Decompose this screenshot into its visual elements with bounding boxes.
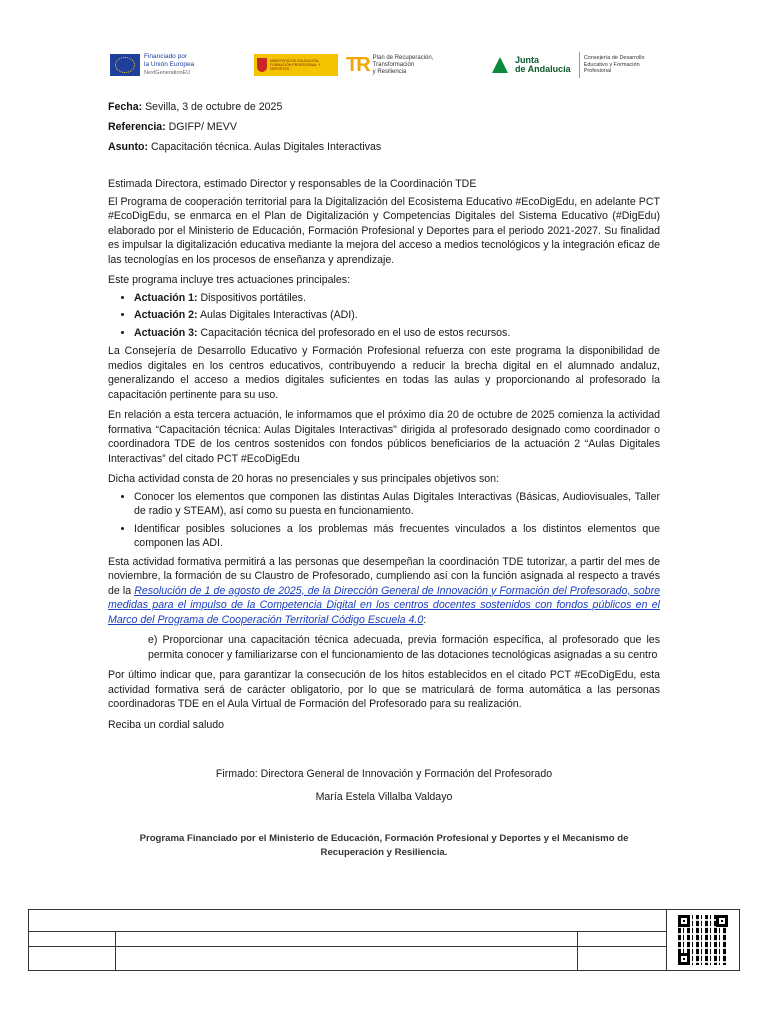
junta-line1: Junta — [515, 55, 540, 65]
paragraph-4: En relación a esta tercera actuación, le informamos que el próximo día 20 de octubre de 2025 comienza la actividad formativa “Capacitación técnica: Aulas Digitales Interactivas" dirigida al profesorado designado como coordinador o coordinadora TDE de los centros sostenidos con fondos públicos beneficiarios de la actuación 2 “Aulas Digitales Interactivas” del citado PCT #EcoDigEdu — [108, 409, 660, 465]
paragraph-2: Este programa incluye tres actuaciones principales: — [108, 274, 351, 286]
fecha-label: Fecha: — [108, 101, 143, 113]
fecha-value: Sevilla, 3 de octubre de 2025 — [145, 101, 283, 113]
greeting: Estimada Directora, estimado Director y responsables de la Coordinación TDE — [108, 178, 477, 190]
referencia-line — [108, 120, 660, 135]
paragraph-6: Esta actividad formativa permitirá a las personas que desempeñan la coordinación TDE tutorizar, a partir del mes de noviembre, la formación de su Claustro de Profesorado, cumpliendo así con la función asignada al respecto a través de la Resolución de 1 de agosto de 2025, de la Dirección General de Innovación y Formación del Profesorado, sobre medidas para el impulso de la Competencia Digital en los centros docentes sostenidos con fondos públicos en el Marco del Programa de Cooperación Territorial Código Escuela 4.0: — [108, 555, 660, 626]
recovery-line3: y Resiliencia — [372, 68, 407, 75]
list-item: • Actuación 2: Aulas Digitales Interactivas (ADI). — [134, 308, 660, 323]
junta-andalucia-icon — [490, 55, 510, 75]
eu-flag-icon — [110, 54, 140, 76]
spain-shield-icon — [257, 58, 267, 72]
junta-logo — [490, 48, 645, 82]
fecha-line — [108, 100, 660, 115]
actions-list — [108, 291, 660, 341]
qr-code-icon[interactable] — [678, 915, 728, 965]
recovery-plan-logo — [346, 48, 433, 82]
closing: Reciba un cordial saludo — [108, 718, 225, 731]
letter-meta — [108, 100, 660, 160]
letter-body — [108, 177, 660, 738]
ministry-text: MINISTERIO DE EDUCACIÓN, FORMACIÓN PROFESIONAL Y DEPORTES — [270, 59, 321, 71]
objectives-list — [108, 490, 660, 551]
funding-line1: Programa Financiado por el Ministerio de Educación, Formación Profesional y Deportes y el Mecanismo de — [139, 833, 629, 844]
list-item: • Actuación 1: Dispositivos portátiles. — [134, 291, 660, 306]
resolution-link[interactable]: Resolución de 1 de agosto de 2025, de la Dirección General de Innovación y Formación del Profesorado, sobre medidas para el impulso de la Competencia Digital en los centros docentes sostenidos con fondos públicos en el Marco del Programa de Cooperación Territorial Código Escuela 4.0 — [108, 584, 660, 626]
junta-divider — [579, 52, 580, 78]
consejeria-line2: Educativo y Formación — [583, 61, 640, 68]
recovery-line2: Transformación — [372, 61, 415, 68]
signature-block — [108, 767, 660, 804]
eu-line2: la Unión Europea — [144, 61, 195, 68]
list-item: • Identificar posibles soluciones a los problemas más frecuentes vinculados a los distintos elementos que componen las ADI. — [134, 522, 660, 551]
recovery-mark-icon: TR — [346, 53, 369, 76]
funding-line2: Recuperación y Resiliencia. — [320, 847, 448, 858]
list-item: • Actuación 3: Capacitación técnica del profesorado en el uso de estos recursos. — [134, 326, 660, 341]
eu-line1: Financiado por — [144, 53, 187, 60]
verification-cell — [29, 946, 116, 970]
verification-cell — [578, 932, 667, 946]
eu-logo — [110, 48, 194, 82]
asunto-value: Capacitación técnica. Aulas Digitales Interactivas — [150, 141, 382, 153]
paragraph-3: La Consejería de Desarrollo Educativo y Formación Profesional refuerza con este programa la disponibilidad de medios digitales en los centros educativos, contribuyendo a reducir la brecha digital en el alumnado andaluz, generalizando el acceso a medios digitales suficientes en todas las aulas y proporcionando al profesorado la capacitación pertinente para su uso. — [108, 345, 660, 401]
asunto-label: Asunto: — [108, 141, 149, 153]
header-logos — [108, 48, 668, 82]
verification-cell — [29, 932, 116, 946]
recovery-line1: Plan de Recuperación, — [372, 54, 434, 61]
consejeria-line1: Consejería de Desarrollo — [583, 55, 645, 62]
verification-table — [28, 909, 740, 971]
signature-line1: Firmado: Directora General de Innovación y Formación del Profesorado — [215, 768, 553, 780]
verification-cell — [116, 932, 578, 946]
qr-cell — [667, 910, 740, 971]
eu-line3: NextGenerationEU — [144, 70, 191, 76]
funding-note — [108, 832, 660, 860]
asunto-line — [108, 140, 660, 155]
signature-name: María Estela Villalba Valdayo — [315, 790, 453, 803]
verification-cell — [29, 910, 667, 932]
junta-line2: de Andalucía — [515, 64, 571, 74]
referencia-label: Referencia: — [108, 121, 166, 133]
paragraph-5: Dicha actividad consta de 20 horas no presenciales y sus principales objetivos son: — [108, 473, 500, 485]
quoted-function: e) Proporcionar una capacitación técnica adecuada, previa formación específica, al profesorado que les permita conocer y familiarizarse con el funcionamiento de las dotaciones tecnológicas asignadas a su centro — [148, 634, 660, 661]
verification-cell — [116, 946, 578, 970]
paragraph-1: El Programa de cooperación territorial para la Digitalización del Ecosistema Educativo #EcoDigEdu, en adelante PCT #EcoDigEdu, se enmarca en el Plan de Digitalización y Competencias Digitales del Sistema Educativo (#DigEdu) elaborado por el Ministerio de Educación, Formación Profesional y Deportes para el periodo 2021-2027. Su finalidad es impulsar la digitalización educativa mediante la mejora del acceso a medios tecnológicos y la integración eficaz de las tecnologías en los procesos de enseñanza y aprendizaje. — [108, 195, 660, 266]
referencia-value: DGIFP/ MEVV — [168, 121, 237, 133]
verification-cell — [578, 946, 667, 970]
paragraph-8: Por último indicar que, para garantizar la consecución de los hitos establecidos en el citado PCT #EcoDigEdu, esta actividad formativa será de carácter obligatorio, por lo que se matriculará de forma automática a las personas coordinadoras TDE en el Aula Virtual de Formación del Profesorado para su realización. — [108, 669, 660, 710]
list-item: • Conocer los elementos que componen las distintas Aulas Digitales Interactivas (Básicas, Audiovisuales, Taller de radio y STEAM), así como su puesta en funcionamiento. — [134, 490, 660, 519]
ministry-logo — [254, 48, 338, 82]
consejeria-line3: Profesional — [583, 68, 612, 75]
